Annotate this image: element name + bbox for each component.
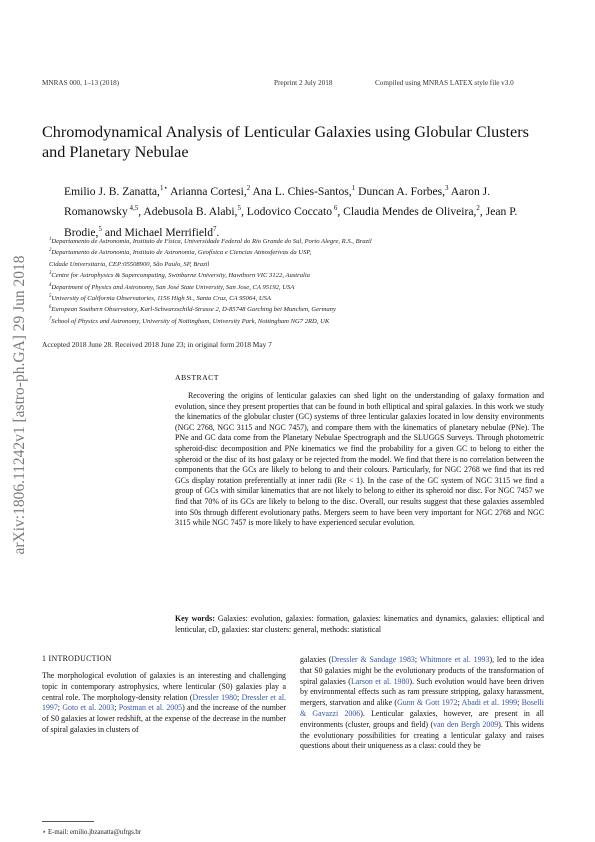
author-affil-sup: 6: [332, 204, 338, 213]
author-name: , Adebusola B. Alabi,: [138, 205, 238, 219]
affiliation-text: Department of Physics and Astronomy, San José State University, San Jose, CA 95192, USA: [51, 283, 295, 291]
body-text: ). Such evolution would have been driven by environmental effects such as ram pressure stripping, galaxy harassment, mergers, starvation and alike (: [300, 676, 544, 708]
body-text: ;: [114, 703, 119, 713]
author-affil-sup: 3: [445, 184, 449, 192]
author-name: and Michael Merrifield: [101, 225, 214, 239]
affiliation-number: 1: [49, 237, 52, 242]
author-affil-sup: 1: [351, 184, 356, 192]
affiliation-number: 2: [49, 248, 52, 254]
body-text: ;: [414, 655, 420, 664]
acceptance-dates: Accepted 2018 June 28. Received 2018 June 23; in original form 2018 May 7: [42, 340, 272, 349]
author-name: Duncan A. Forbes,: [355, 184, 446, 198]
citation-link[interactable]: Whitmore et al. 1993: [419, 655, 490, 664]
affiliation-line: [49, 246, 549, 257]
author-name: Arianna Cortesi,: [167, 184, 247, 198]
affiliation-line: [49, 292, 549, 303]
author-name: , Claudia Mendes de Oliveira,: [337, 205, 477, 219]
affiliation-text: European Southern Observatory, Karl-Schwarzschild-Strasse 2, D-85748 Garching bei Munchen, Germany: [51, 306, 336, 314]
affiliation-line: [49, 269, 549, 280]
affiliation-line: [49, 303, 549, 314]
affiliation-text: University of California Observatories, 1156 High St., Santa Cruz, CA 95064, USA: [51, 295, 271, 303]
body-text: ). This widens the evolutionary possibilities for creating a lenticular galaxy and raises questions about their uniqueness as a class: could they be: [300, 719, 544, 751]
author-first: Emilio J. B. Zanatta,: [64, 184, 160, 198]
arxiv-sidebar: [2, 230, 38, 580]
author-affil-sup: 5: [98, 224, 102, 233]
affiliation-line: [49, 235, 549, 246]
author-affil-sup: 2: [246, 184, 251, 192]
author-name: Ana L. Chies-Santos,: [250, 184, 352, 198]
author-affil-sup: 5: [237, 204, 241, 213]
citation-link[interactable]: Dressler et al. 1997: [42, 692, 286, 713]
journal-header: MNRAS 000, 1–13 (2018): [42, 79, 120, 87]
author-end: .: [216, 225, 220, 239]
citation-link[interactable]: Gunn & Gott 1972: [397, 698, 458, 708]
author-name: , Jean P. Brodie,: [64, 205, 518, 239]
intro-right-column: [300, 655, 544, 752]
author-affil-sup: 2: [476, 204, 480, 213]
affiliation-number: 4: [49, 282, 52, 288]
affiliation-text: Centre for Astrophysics & Supercomputing, Swinburne University, Hawthorn VIC 3122, Australia: [51, 272, 310, 280]
author-name: , Lodovico Coccato: [240, 205, 333, 219]
footnote-rule: [42, 821, 94, 822]
author-first-sup: 1⋆: [159, 184, 168, 192]
citation-link[interactable]: Goto et al. 2003: [62, 703, 115, 713]
author-name: Aaron J. Romanowsky: [64, 184, 491, 219]
paper-title: Chromodynamical Analysis of Lenticular Galaxies using Globular Clusters and Planetary Nebulae: [42, 123, 529, 161]
author-list: [64, 180, 554, 241]
affiliation-line: [49, 315, 549, 326]
body-text: ;: [517, 698, 522, 708]
keywords-text: Galaxies: evolution, galaxies: formation, galaxies: kinematics and dynamics, galaxies: elliptical and lenticular, cD, galaxies: star clusters: general, methods: statistical: [175, 614, 544, 634]
citation-link[interactable]: Abadi et al. 1999: [461, 698, 518, 708]
affiliation-text: School of Physics and Astronomy, University of Nottingham, University Park, Nottingham NG7 2RD, UK: [51, 317, 330, 325]
citation-link[interactable]: Dressler & Sandage 1983: [331, 655, 415, 664]
citation-link[interactable]: Boselli & Gavazzi 2006: [300, 698, 544, 718]
style-file-note: Compiled using MNRAS LATEX style file v3.0: [375, 79, 514, 87]
footnote-email: ⋆ E-mail: emilio.jbzanatta@ufrgs.br: [42, 829, 142, 836]
keywords: [175, 614, 544, 635]
citation-link[interactable]: Postman et al. 2005: [118, 703, 183, 713]
affiliation-line: [49, 258, 549, 269]
body-text: ). Lenticular galaxies, however, are present in all environments (cluster, groups and field) (: [300, 708, 544, 729]
author-affil-sup: 7: [213, 224, 217, 233]
affiliation-text: Departamento de Astronomia, Instituto de Astronomia, Geofísica e Ciencias Atmosferivas da USP,: [51, 249, 312, 257]
body-text: ;: [57, 703, 63, 713]
citation-link[interactable]: Dressler 1980: [192, 692, 237, 702]
intro-left-column: [42, 671, 286, 736]
citation-link[interactable]: van den Bergh 2009: [433, 719, 499, 729]
citation-link[interactable]: Larson et al. 1980: [350, 676, 410, 686]
affiliation-number: 3: [49, 271, 52, 277]
section-heading: 1 INTRODUCTION: [42, 654, 112, 663]
affiliation-line: [49, 281, 549, 292]
affiliation-text: Cidade Universitaria, CEP:05508900, São Paulo, SP, Brazil: [49, 260, 210, 268]
body-text: The morphological evolution of galaxies is an interesting and challenging topic in contemporary astrophysics, where lenticular (S0) galaxies play a central role. The morphology-density relation (: [42, 671, 286, 702]
body-text: ) and the increase of the number of S0 galaxies at lower redshift, at the expense of the decrease in the number of spiral galaxies in clusters of: [42, 703, 286, 734]
affiliation-number: 5: [49, 293, 52, 299]
body-text: ;: [236, 692, 242, 702]
author-affil-sup: 4,5: [127, 204, 139, 213]
keywords-label: Key words:: [175, 614, 215, 623]
preprint-date: Preprint 2 July 2018: [274, 79, 333, 87]
affiliation-text: Departamento de Astronomia, Instituto de Física, Universidade Federal do Rio Grande do Sul, Porto Alegre, R.S., Brazil: [51, 238, 372, 246]
body-text: galaxies (: [300, 655, 332, 664]
affiliations: [49, 235, 549, 326]
body-text: ), led to the idea that S0 galaxies might be the evolutionary products of the transformation of spiral galaxies (: [300, 655, 544, 686]
affiliation-number: 7: [49, 316, 52, 322]
body-text: ;: [457, 698, 462, 708]
arxiv-identifier: arXiv:1806.11242v1 [astro-ph.GA] 29 Jun 2018: [11, 255, 28, 555]
abstract-heading: ABSTRACT: [175, 373, 219, 382]
abstract-text: Recovering the origins of lenticular galaxies can shed light on the understanding of galaxy formation and evolution, since they present properties that can be found in both elliptical and spiral galaxies. In this work we study the kinematics of the globular cluster (GC) systems of three lenticular galaxies located in low density environments (NGC 2768, NGC 3115 and NGC 7457), and compare them with the kinematics of planetary nebulae (PNe). The PNe and GC data come from the Planetary Nebulae Spectrograph and the SLUGGS Surveys. Through photometric spheroid-disc decomposition and PNe kinematics we find the probability for a given GC to belong to either the spheroid or the disc of its host galaxy or be rejected from the model. We find that there is no correlation between the components that the GCs are likely to belong to and their colours. Particularly, for NGC 2768 we find that its red GCs display rotation preferentially at inner radii (Re < 1). In the case of the GC system of NGC 3115 we find a group of GCs with similar kinematics that are not likely to belong to either its spheroid nor disc. For NGC 7457 we find that 70% of its GCs are likely to belong to the disc. Overall, our results suggest that these galaxies assembled into S0s through different evolutionary paths. Mergers seem to have been very important for NGC 2768 and NGC 3115 while NGC 7457 is more likely to have experienced secular evolution.: [175, 391, 544, 528]
affiliation-number: 6: [49, 305, 52, 311]
